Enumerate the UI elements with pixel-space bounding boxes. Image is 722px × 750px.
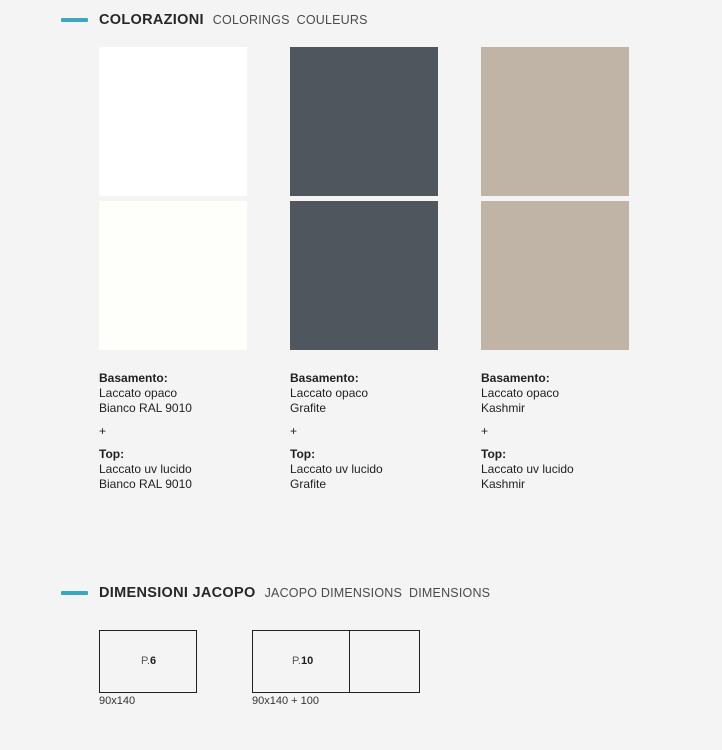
dimensions-section-header xyxy=(61,583,497,603)
top-color: Kashmir xyxy=(481,477,526,491)
section-subtitle-en: JACOPO DIMENSIONS xyxy=(264,586,403,600)
top-color: Grafite xyxy=(290,477,327,491)
top-finish: Laccato uv lucido xyxy=(99,462,192,476)
base-color: Kashmir xyxy=(481,401,526,415)
top-swatch xyxy=(290,201,438,350)
color-description xyxy=(290,371,450,492)
table-size-label: 90x140 + 100 xyxy=(252,695,319,707)
base-label: Basamento: xyxy=(481,371,550,385)
top-finish: Laccato uv lucido xyxy=(481,462,574,476)
section-subtitle-fr: DIMENSIONS xyxy=(409,586,491,600)
color-description xyxy=(481,371,641,492)
section-title: COLORAZIONI xyxy=(99,12,204,28)
base-color: Bianco RAL 9010 xyxy=(99,401,192,415)
section-subtitle-fr: COULEURS xyxy=(296,13,368,27)
plus-sign: + xyxy=(481,424,489,438)
base-label: Basamento: xyxy=(99,371,168,385)
top-label: Top: xyxy=(481,447,507,461)
table-extension xyxy=(349,630,420,693)
base-finish: Laccato opaco xyxy=(290,386,369,400)
top-label: Top: xyxy=(99,447,125,461)
base-swatch xyxy=(99,47,247,196)
accent-bar xyxy=(61,18,88,22)
base-swatch xyxy=(290,47,438,196)
top-swatch xyxy=(481,201,629,350)
seats-count: P.10 xyxy=(292,655,314,667)
swatch-column-grafite xyxy=(290,47,438,350)
top-swatch xyxy=(99,201,247,350)
top-finish: Laccato uv lucido xyxy=(290,462,383,476)
plus-sign: + xyxy=(99,424,107,438)
base-swatch xyxy=(481,47,629,196)
base-finish: Laccato opaco xyxy=(481,386,560,400)
swatch-column-white xyxy=(99,47,247,350)
section-subtitle-en: COLORINGS xyxy=(212,13,290,27)
top-color: Bianco RAL 9010 xyxy=(99,477,192,491)
seats-count: P.6 xyxy=(141,655,157,667)
colors-section-header xyxy=(61,10,375,30)
accent-bar xyxy=(61,591,88,595)
base-finish: Laccato opaco xyxy=(99,386,178,400)
table-size-label: 90x140 xyxy=(99,695,136,707)
base-label: Basamento: xyxy=(290,371,359,385)
swatch-column-kashmir xyxy=(481,47,629,350)
base-color: Grafite xyxy=(290,401,327,415)
plus-sign: + xyxy=(290,424,298,438)
section-title: DIMENSIONI JACOPO xyxy=(99,585,256,601)
top-label: Top: xyxy=(290,447,316,461)
color-description xyxy=(99,371,259,492)
